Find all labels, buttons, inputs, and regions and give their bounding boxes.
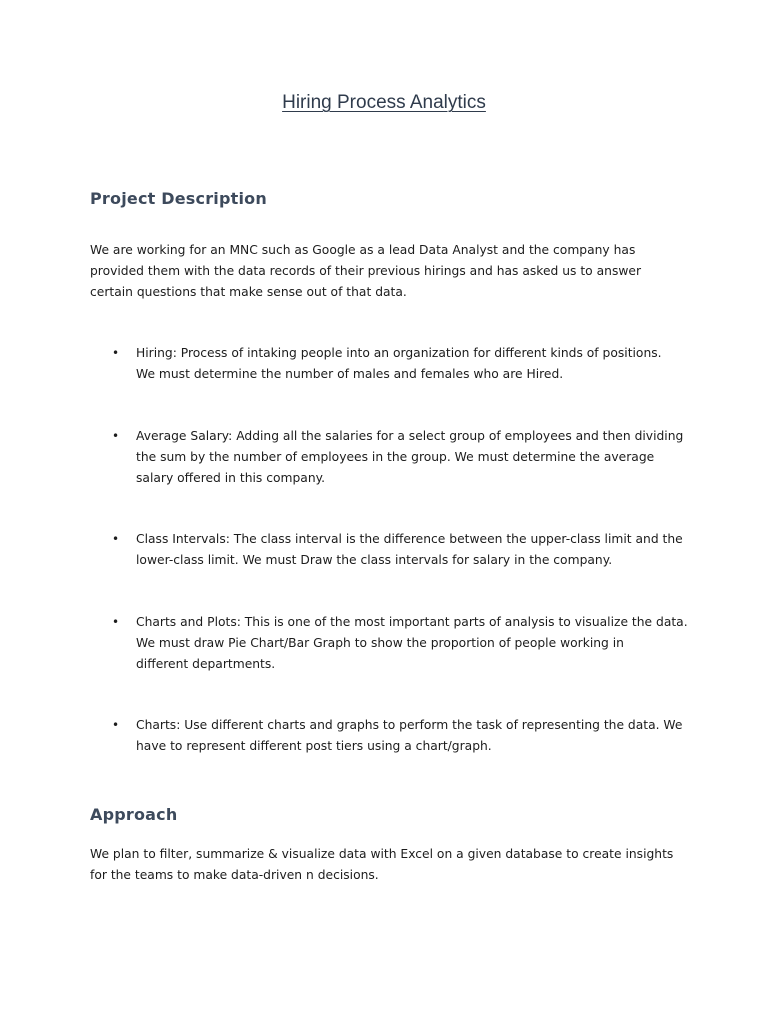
bullet-line: Charts and Plots: This is one of the most important parts of analysis to visualize the data. [136,615,688,629]
paragraph-line: for the teams to make data-driven n decisions. [90,868,379,882]
bullet-line: Average Salary: Adding all the salaries for a select group of employees and then dividing [136,429,684,443]
project-description-paragraph [90,240,690,303]
bullet-text [136,343,692,385]
document-title [0,92,768,114]
document-title-text: Hiring Process Analytics [282,92,486,113]
bullet-text [136,612,692,675]
bullet-marker: • [112,615,120,629]
paragraph-line: certain questions that make sense out of that data. [90,285,407,299]
paragraph-line: We are working for an MNC such as Google as a lead Data Analyst and the company has [90,243,636,257]
bullet-text [136,715,692,757]
bullet-text [136,529,692,571]
bullet-marker: • [112,429,120,443]
section-heading-approach: Approach [90,805,178,824]
bullet-text [136,426,692,489]
bullet-line: Class Intervals: The class interval is the difference between the upper-class limit and the [136,532,683,546]
bullet-line: salary offered in this company. [136,471,326,485]
bullet-line: lower-class limit. We must Draw the class intervals for salary in the company. [136,553,613,567]
bullet-marker: • [112,718,120,732]
bullet-line: We must determine the number of males and females who are Hired. [136,367,564,381]
approach-paragraph [90,844,690,886]
bullet-item-hiring [112,343,692,385]
bullet-line: the sum by the number of employees in the group. We must determine the average [136,450,655,464]
bullet-line: Charts: Use different charts and graphs to perform the task of representing the data. We [136,718,683,732]
bullet-line: different departments. [136,657,276,671]
section-heading-project-description: Project Description [90,189,267,208]
bullet-item-class-intervals [112,529,692,571]
bullet-item-charts-and-plots [112,612,692,675]
paragraph-line: provided them with the data records of their previous hirings and has asked us to answer [90,264,642,278]
paragraph-line: We plan to filter, summarize & visualize data with Excel on a given database to create insights [90,847,674,861]
bullet-item-average-salary [112,426,692,489]
bullet-line: Hiring: Process of intaking people into an organization for different kinds of positions. [136,346,662,360]
bullet-line: have to represent different post tiers using a chart/graph. [136,739,492,753]
bullet-item-charts [112,715,692,757]
bullet-line: We must draw Pie Chart/Bar Graph to show the proportion of people working in [136,636,624,650]
bullet-marker: • [112,346,120,360]
bullet-marker: • [112,532,120,546]
